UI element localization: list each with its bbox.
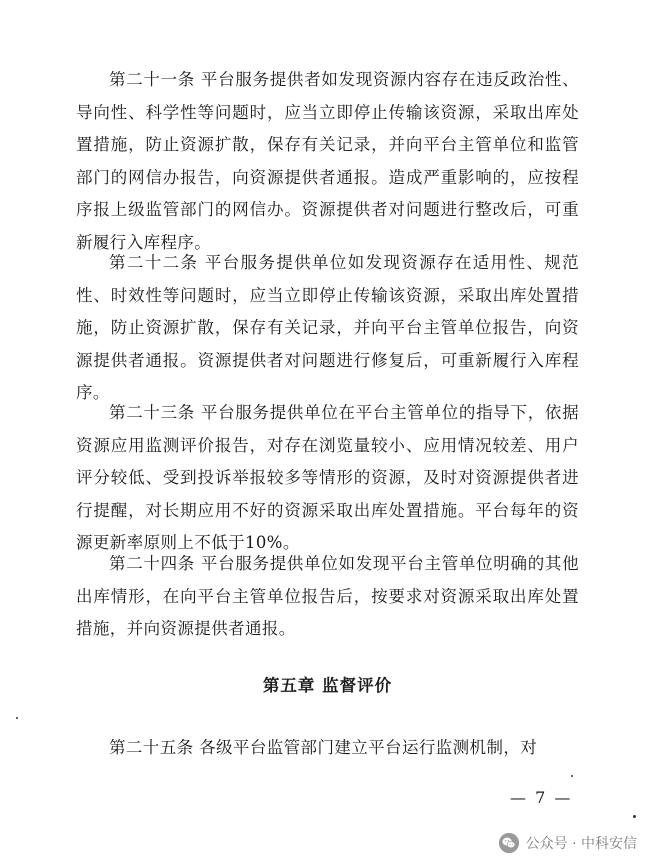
- page-number: — 7 —: [510, 788, 573, 807]
- wechat-icon: [498, 832, 520, 854]
- article-25-paragraph: 第二十五条 各级平台监管部门建立平台运行监测机制，对: [109, 738, 538, 757]
- watermark-text: 公众号 · 中科安信: [525, 836, 637, 852]
- watermark: [498, 832, 637, 854]
- article-21-paragraph: 第二十一条 平台服务提供者如发现资源内容存在违反政治性、导向性、科学性等问题时，应当立即停止传输该资源，采取出库处置措施，防止资源扩散，保存有关记录，并向平台主管单位和监管部门的网信办报告，向资源提供者通报。造成严重影响的，应按程序报上级监管部门的网信办。资源提供者对问题进行整改后，可重新履行入库程序。: [76, 70, 579, 252]
- chapter-title: 第五章 监督评价: [262, 676, 393, 695]
- scan-speck: [16, 717, 18, 719]
- article-24-paragraph: 第二十四条 平台服务提供单位如发现平台主管单位明确的其他出库情形，在向平台主管单位报告后，按要求对资源采取出库处置措施，并向资源提供者通报。: [76, 554, 579, 639]
- scan-speck: [571, 775, 573, 777]
- article-23-paragraph: 第二十三条 平台服务提供单位在平台主管单位的指导下，依据资源应用监测评价报告，对存在浏览量较小、应用情况较差、用户评分较低、受到投诉举报较多等情形的资源，及时对资源提供者进行提醒，对长期应用不好的资源采取出库处置措施。平台每年的资源更新率原则上不低于10%。: [76, 403, 579, 553]
- scan-speck: [633, 815, 636, 818]
- article-22-paragraph: 第二十二条 平台服务提供单位如发现资源存在适用性、规范性、时效性等问题时，应当立即停止传输该资源，采取出库处置措施，防止资源扩散，保存有关记录，并向平台主管单位报告，向资源提供者通报。资源提供者对问题进行修复后，可重新履行入库程序。: [76, 253, 579, 403]
